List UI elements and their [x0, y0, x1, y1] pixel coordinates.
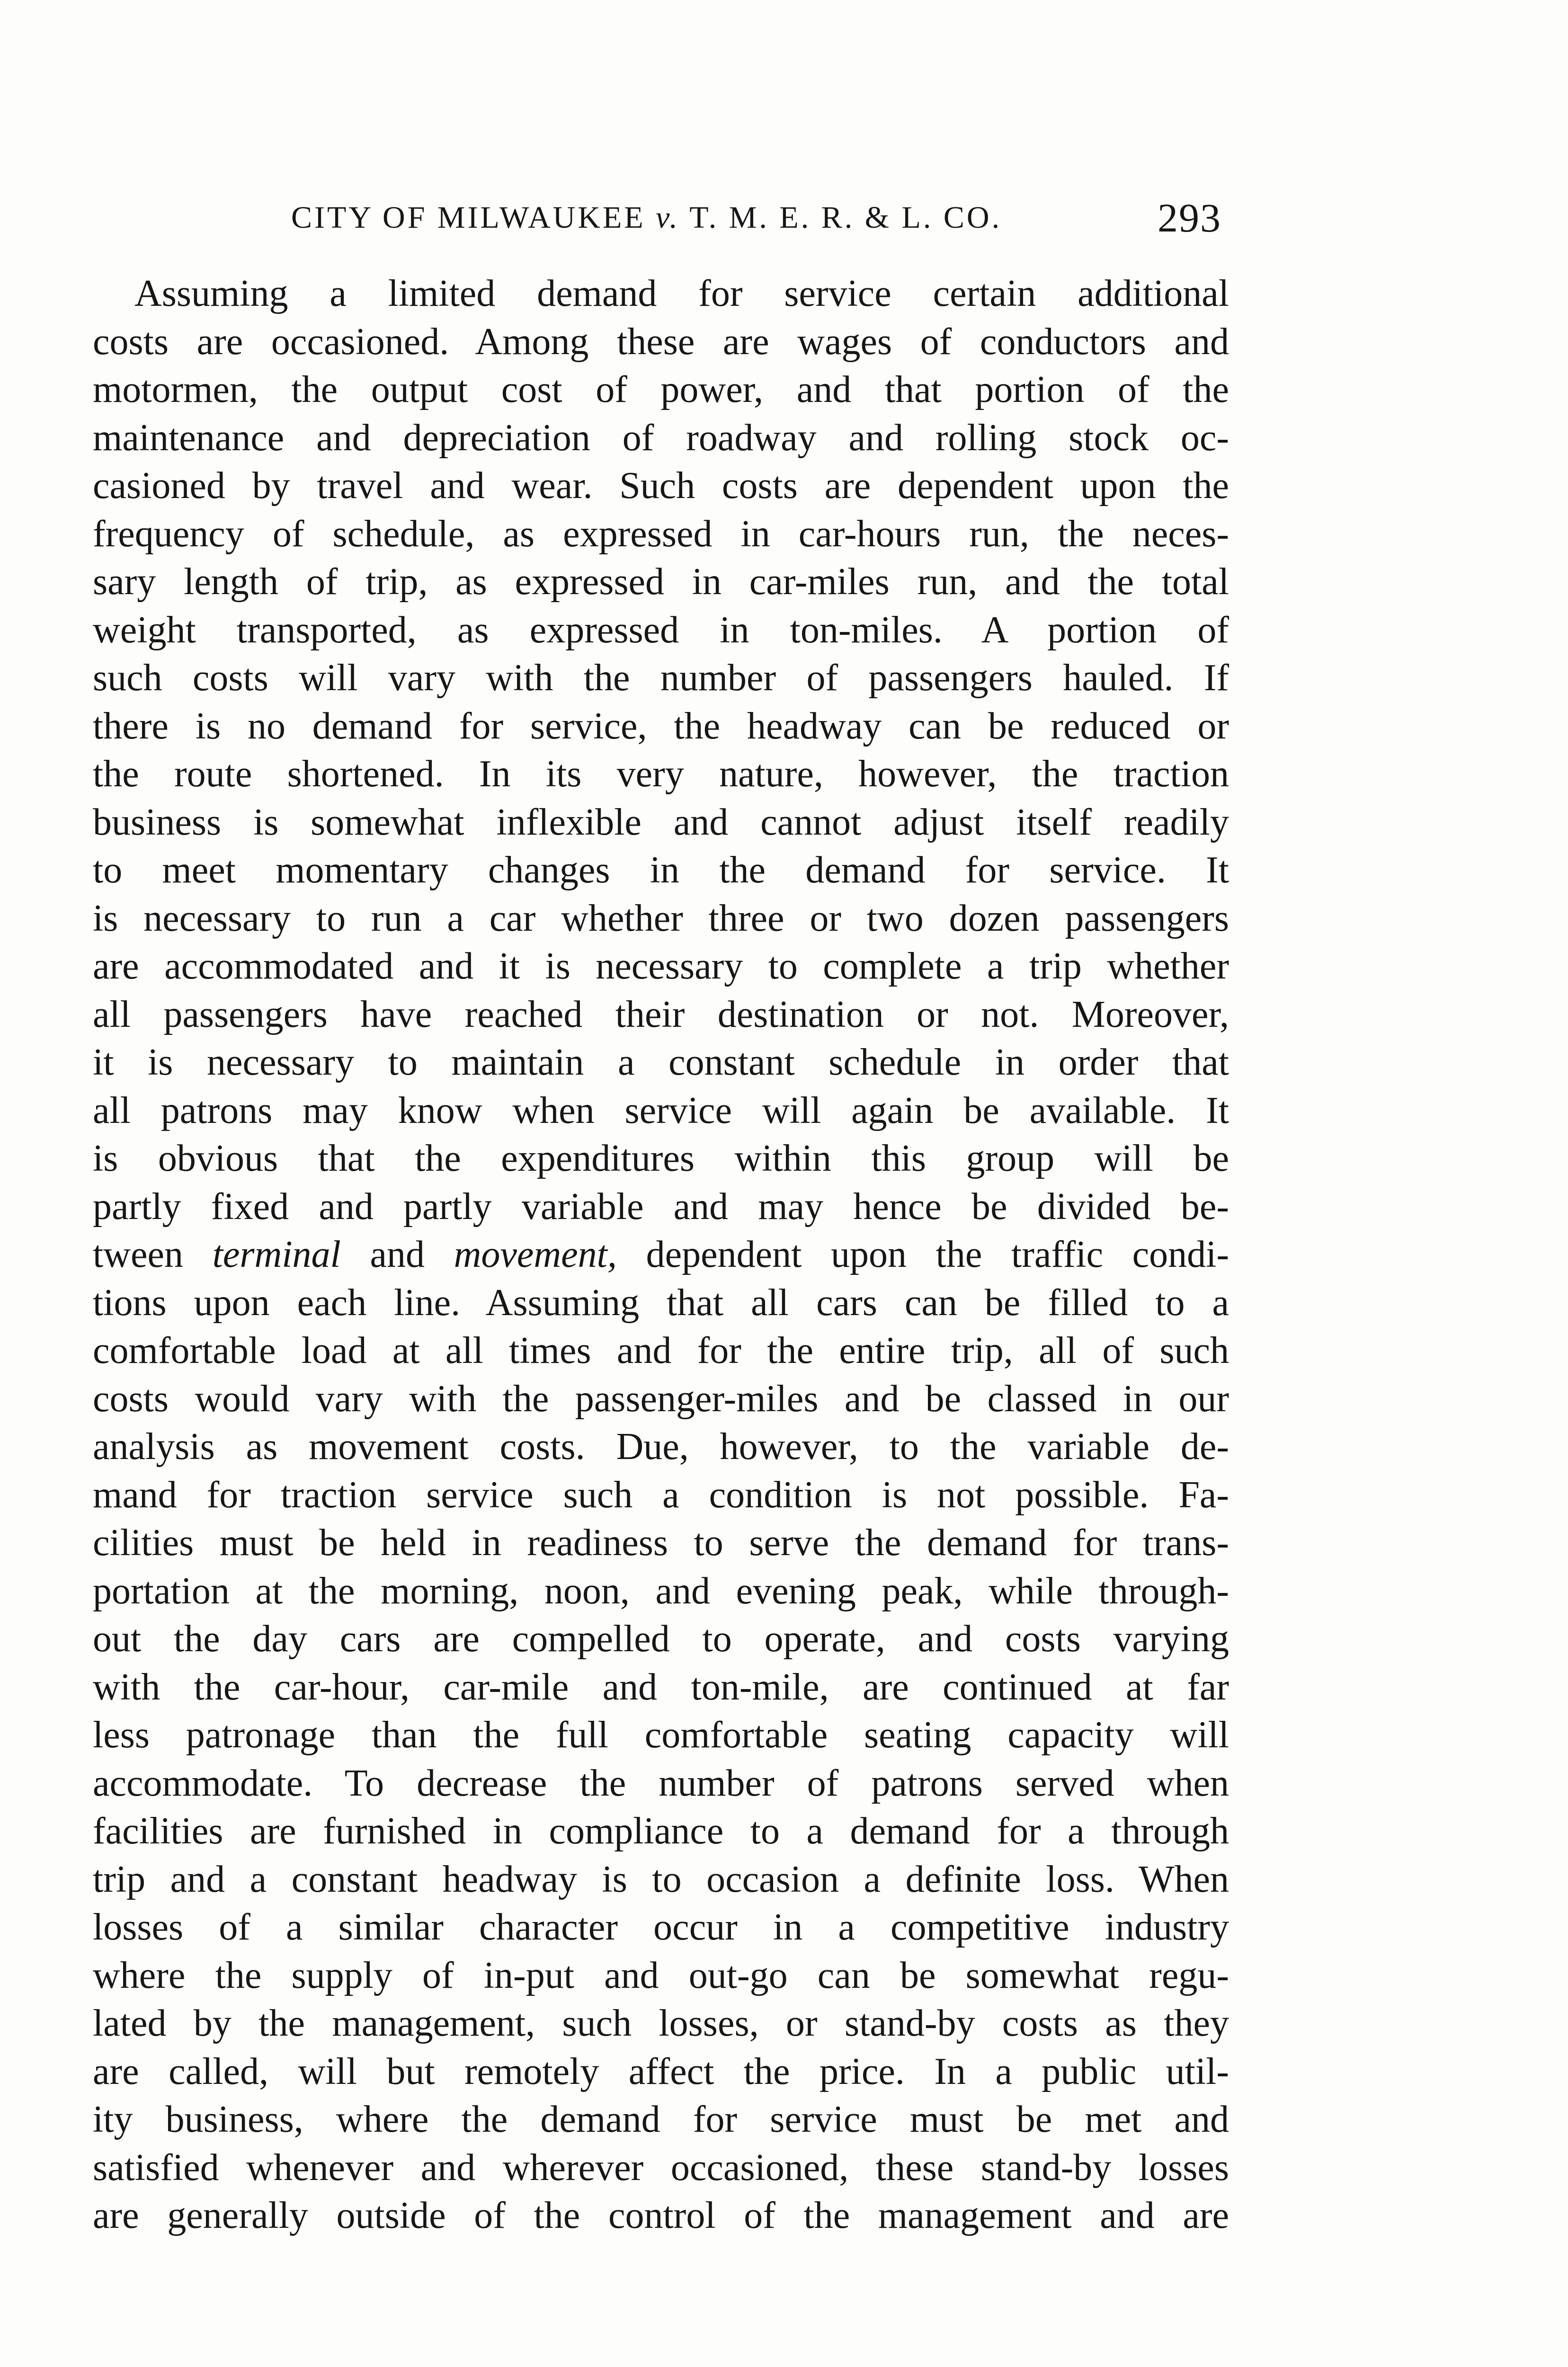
text-fragment: and: [340, 1234, 454, 1275]
text-line: accommodate. To decrease the number of patrons served when: [93, 1762, 1229, 1804]
text-line: the route shortened. In its very nature, however, the traction: [93, 753, 1229, 795]
text-line: weight transported, as expressed in ton-miles. A portion of: [93, 609, 1229, 651]
text-line: costs are occasioned. Among these are wages of conductors and: [93, 320, 1229, 363]
text-line: is obvious that the expenditures within this group will be: [93, 1138, 1229, 1179]
text-line: out the day cars are compelled to operate, and costs varying: [93, 1618, 1229, 1660]
text-line: lated by the management, such losses, or stand-by costs as they: [93, 2002, 1229, 2044]
text-line: less patronage than the full comfortable seating capacity will: [93, 1714, 1229, 1756]
text-line: analysis as movement costs. Due, however, to the variable de-: [93, 1426, 1229, 1468]
text-line: business is somewhat inflexible and cannot adjust itself readily: [93, 801, 1229, 843]
text-line: with the car-hour, car-mile and ton-mile, are continued at far: [93, 1666, 1229, 1708]
page-number: 293: [1158, 195, 1221, 240]
text-line: cilities must be held in readiness to serve the demand for trans-: [93, 1522, 1229, 1564]
text-line: partly fixed and partly variable and may hence be divided be-: [93, 1185, 1229, 1228]
text-line: such costs will vary with the number of passengers hauled. If: [93, 657, 1229, 699]
running-head-versus: v.: [656, 200, 680, 235]
text-line: sary length of trip, as expressed in car-miles run, and the total: [93, 561, 1229, 603]
text-line: casioned by travel and wear. Such costs are dependent upon the: [93, 465, 1229, 507]
running-head-post: T. M. E. R. & L. CO.: [679, 200, 1002, 235]
text-line: comfortable load at all times and for the entire trip, all of such: [93, 1330, 1229, 1371]
text-line: all patrons may know when service will again be available. It: [93, 1089, 1229, 1131]
text-line: frequency of schedule, as expressed in car-hours run, the neces-: [93, 513, 1229, 555]
running-head: [291, 192, 1002, 244]
text-fragment: dependent upon the traffic condi-: [616, 1234, 1229, 1275]
text-line: are called, will but remotely affect the price. In a public util-: [93, 2050, 1229, 2092]
text-line-with-italics: [93, 1231, 1229, 1279]
text-line: losses of a similar character occur in a competitive industry: [93, 1906, 1229, 1948]
text-line: are generally outside of the control of the management and are: [93, 2195, 1229, 2236]
text-line: to meet momentary changes in the demand for service. It: [93, 849, 1229, 891]
text-line: all passengers have reached their destination or not. Moreover,: [93, 993, 1229, 1035]
text-fragment: tween: [93, 1234, 213, 1275]
text-line: portation at the morning, noon, and evening peak, while through-: [93, 1570, 1229, 1612]
text-line: maintenance and depreciation of roadway and rolling stock oc-: [93, 417, 1229, 459]
text-line: are accommodated and it is necessary to complete a trip whether: [93, 945, 1229, 987]
italic-term-movement: movement,: [454, 1234, 617, 1275]
page-header: [95, 192, 1221, 244]
text-line: satisfied whenever and wherever occasioned, these stand-by losses: [93, 2146, 1229, 2189]
body-paragraph: [93, 270, 1229, 2240]
text-line: Assuming a limited demand for service certain additional: [134, 273, 1229, 314]
text-line: motormen, the output cost of power, and that portion of the: [93, 369, 1229, 410]
text-line: where the supply of in-put and out-go can be somewhat regu-: [93, 1954, 1229, 1996]
text-line: it is necessary to maintain a constant schedule in order that: [93, 1041, 1229, 1083]
text-line: ity business, where the demand for service must be met and: [93, 2099, 1229, 2140]
running-head-pre: CITY OF MILWAUKEE: [291, 200, 656, 235]
text-line: is necessary to run a car whether three or two dozen passengers: [93, 897, 1229, 939]
text-line: trip and a constant headway is to occasion a definite loss. When: [93, 1858, 1229, 1900]
text-line: tions upon each line. Assuming that all cars can be filled to a: [93, 1281, 1229, 1324]
text-line: mand for traction service such a condition is not possible. Fa-: [93, 1474, 1229, 1516]
italic-term-terminal: terminal: [212, 1234, 341, 1275]
text-line: costs would vary with the passenger-miles and be classed in our: [93, 1378, 1229, 1420]
text-line: facilities are furnished in compliance to a demand for a through: [93, 1810, 1229, 1852]
text-line: there is no demand for service, the headway can be reduced or: [93, 705, 1229, 747]
